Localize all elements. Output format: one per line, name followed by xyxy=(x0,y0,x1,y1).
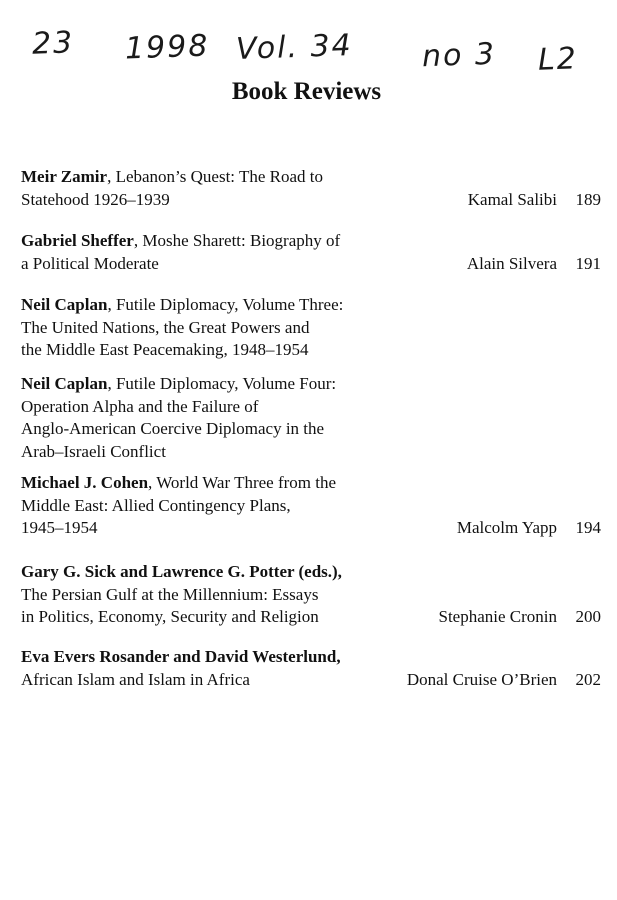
reviewer-column xyxy=(407,669,601,692)
book-author: Gabriel Sheffer xyxy=(21,231,134,250)
review-citation: Gabriel Sheffer, Moshe Sharett: Biography of a Political Moderate xyxy=(21,231,341,273)
book-title-line: Middle East: Allied Contingency Plans, xyxy=(21,495,291,515)
page-number: 202 xyxy=(575,669,601,689)
reviewer-name: Stephanie Cronin xyxy=(438,607,557,626)
page-number: 191 xyxy=(575,253,601,273)
book-author: Gary G. Sick and Lawrence G. Potter (eds.), xyxy=(21,562,342,581)
reviewer-column xyxy=(557,339,601,362)
review-entry xyxy=(21,561,601,629)
book-title-line: The United Nations, the Great Powers and xyxy=(21,317,310,337)
reviewer-column xyxy=(468,189,601,212)
book-title-line: The Persian Gulf at the Millennium: Essays xyxy=(21,584,319,604)
book-title-line: Futile Diplomacy, Volume Four: xyxy=(115,374,337,393)
book-title-line: Operation Alpha and the Failure of xyxy=(21,396,259,416)
reviewer-column xyxy=(467,253,601,276)
handwritten-code: L2 xyxy=(537,41,579,78)
reviewer-name: Kamal Salibi xyxy=(467,189,557,209)
review-entry xyxy=(21,472,601,540)
reviewer-name: Alain Silvera xyxy=(466,253,557,273)
book-title-line: Futile Diplomacy, Volume Three: xyxy=(115,295,344,314)
book-title-line: Anglo-American Coercive Diplomacy in the xyxy=(21,419,325,438)
book-title-line: in Politics, Economy, Security and Religion xyxy=(21,607,319,626)
reviewer-column xyxy=(557,441,601,464)
book-author: Neil Caplan xyxy=(21,374,108,393)
review-citation: Neil Caplan, Futile Diplomacy, Volume Three: The United Nations, the Great Powers and the Middle East Peacemaking, 1948–1954 xyxy=(21,295,344,359)
reviewer-name: Donal Cruise O’Brien xyxy=(406,669,557,689)
review-citation: Neil Caplan, Futile Diplomacy, Volume Four: Operation Alpha and the Failure of Anglo-American Coercive Diplomacy in the Arab–Israeli Conflict xyxy=(21,374,337,461)
review-entry xyxy=(21,646,601,691)
book-title-line: 1945–1954 xyxy=(21,518,98,537)
book-title-line: the Middle East Peacemaking, 1948–1954 xyxy=(21,340,309,359)
book-title-line: Statehood 1926–1939 xyxy=(21,189,170,209)
review-citation xyxy=(21,646,401,691)
book-author: Neil Caplan xyxy=(21,295,108,314)
book-title-line: Lebanon’s Quest: The Road to xyxy=(115,167,324,186)
handwritten-volume: Vol. 34 xyxy=(235,27,354,68)
page-number: 194 xyxy=(575,518,601,537)
book-author: Eva Evers Rosander and David Westerlund, xyxy=(21,647,341,666)
handwritten-note xyxy=(0,0,617,90)
handwritten-number: 23 xyxy=(31,25,75,62)
page-title: Book Reviews xyxy=(231,78,382,105)
review-entry xyxy=(21,294,601,362)
review-entry xyxy=(21,230,601,275)
book-author: Michael J. Cohen xyxy=(21,473,149,492)
reviewer-column xyxy=(438,606,601,629)
reviewer-column xyxy=(457,517,601,540)
review-entry xyxy=(21,373,601,463)
review-citation: Meir Zamir, Lebanon’s Quest: The Road to Statehood 1926–1939 xyxy=(21,167,324,209)
review-citation xyxy=(21,561,401,629)
reviewer-name: Malcolm Yapp xyxy=(456,518,557,537)
book-title-line: World War Three from the xyxy=(156,473,337,492)
book-title-line: African Islam and Islam in Africa xyxy=(21,669,250,689)
book-title-line: a Political Moderate xyxy=(21,253,159,273)
page-number: 189 xyxy=(575,189,601,209)
review-entry xyxy=(21,166,601,211)
book-title-line: Moshe Sharett: Biography of xyxy=(142,231,341,250)
book-title-line: Arab–Israeli Conflict xyxy=(21,441,166,461)
handwritten-year: 1998 xyxy=(124,28,210,67)
page-number: 200 xyxy=(575,607,601,626)
book-author: Meir Zamir xyxy=(21,167,108,186)
review-citation: Michael J. Cohen, World War Three from the Middle East: Allied Contingency Plans, 1945–1954 xyxy=(21,473,337,537)
handwritten-issue: no 3 xyxy=(421,36,497,75)
